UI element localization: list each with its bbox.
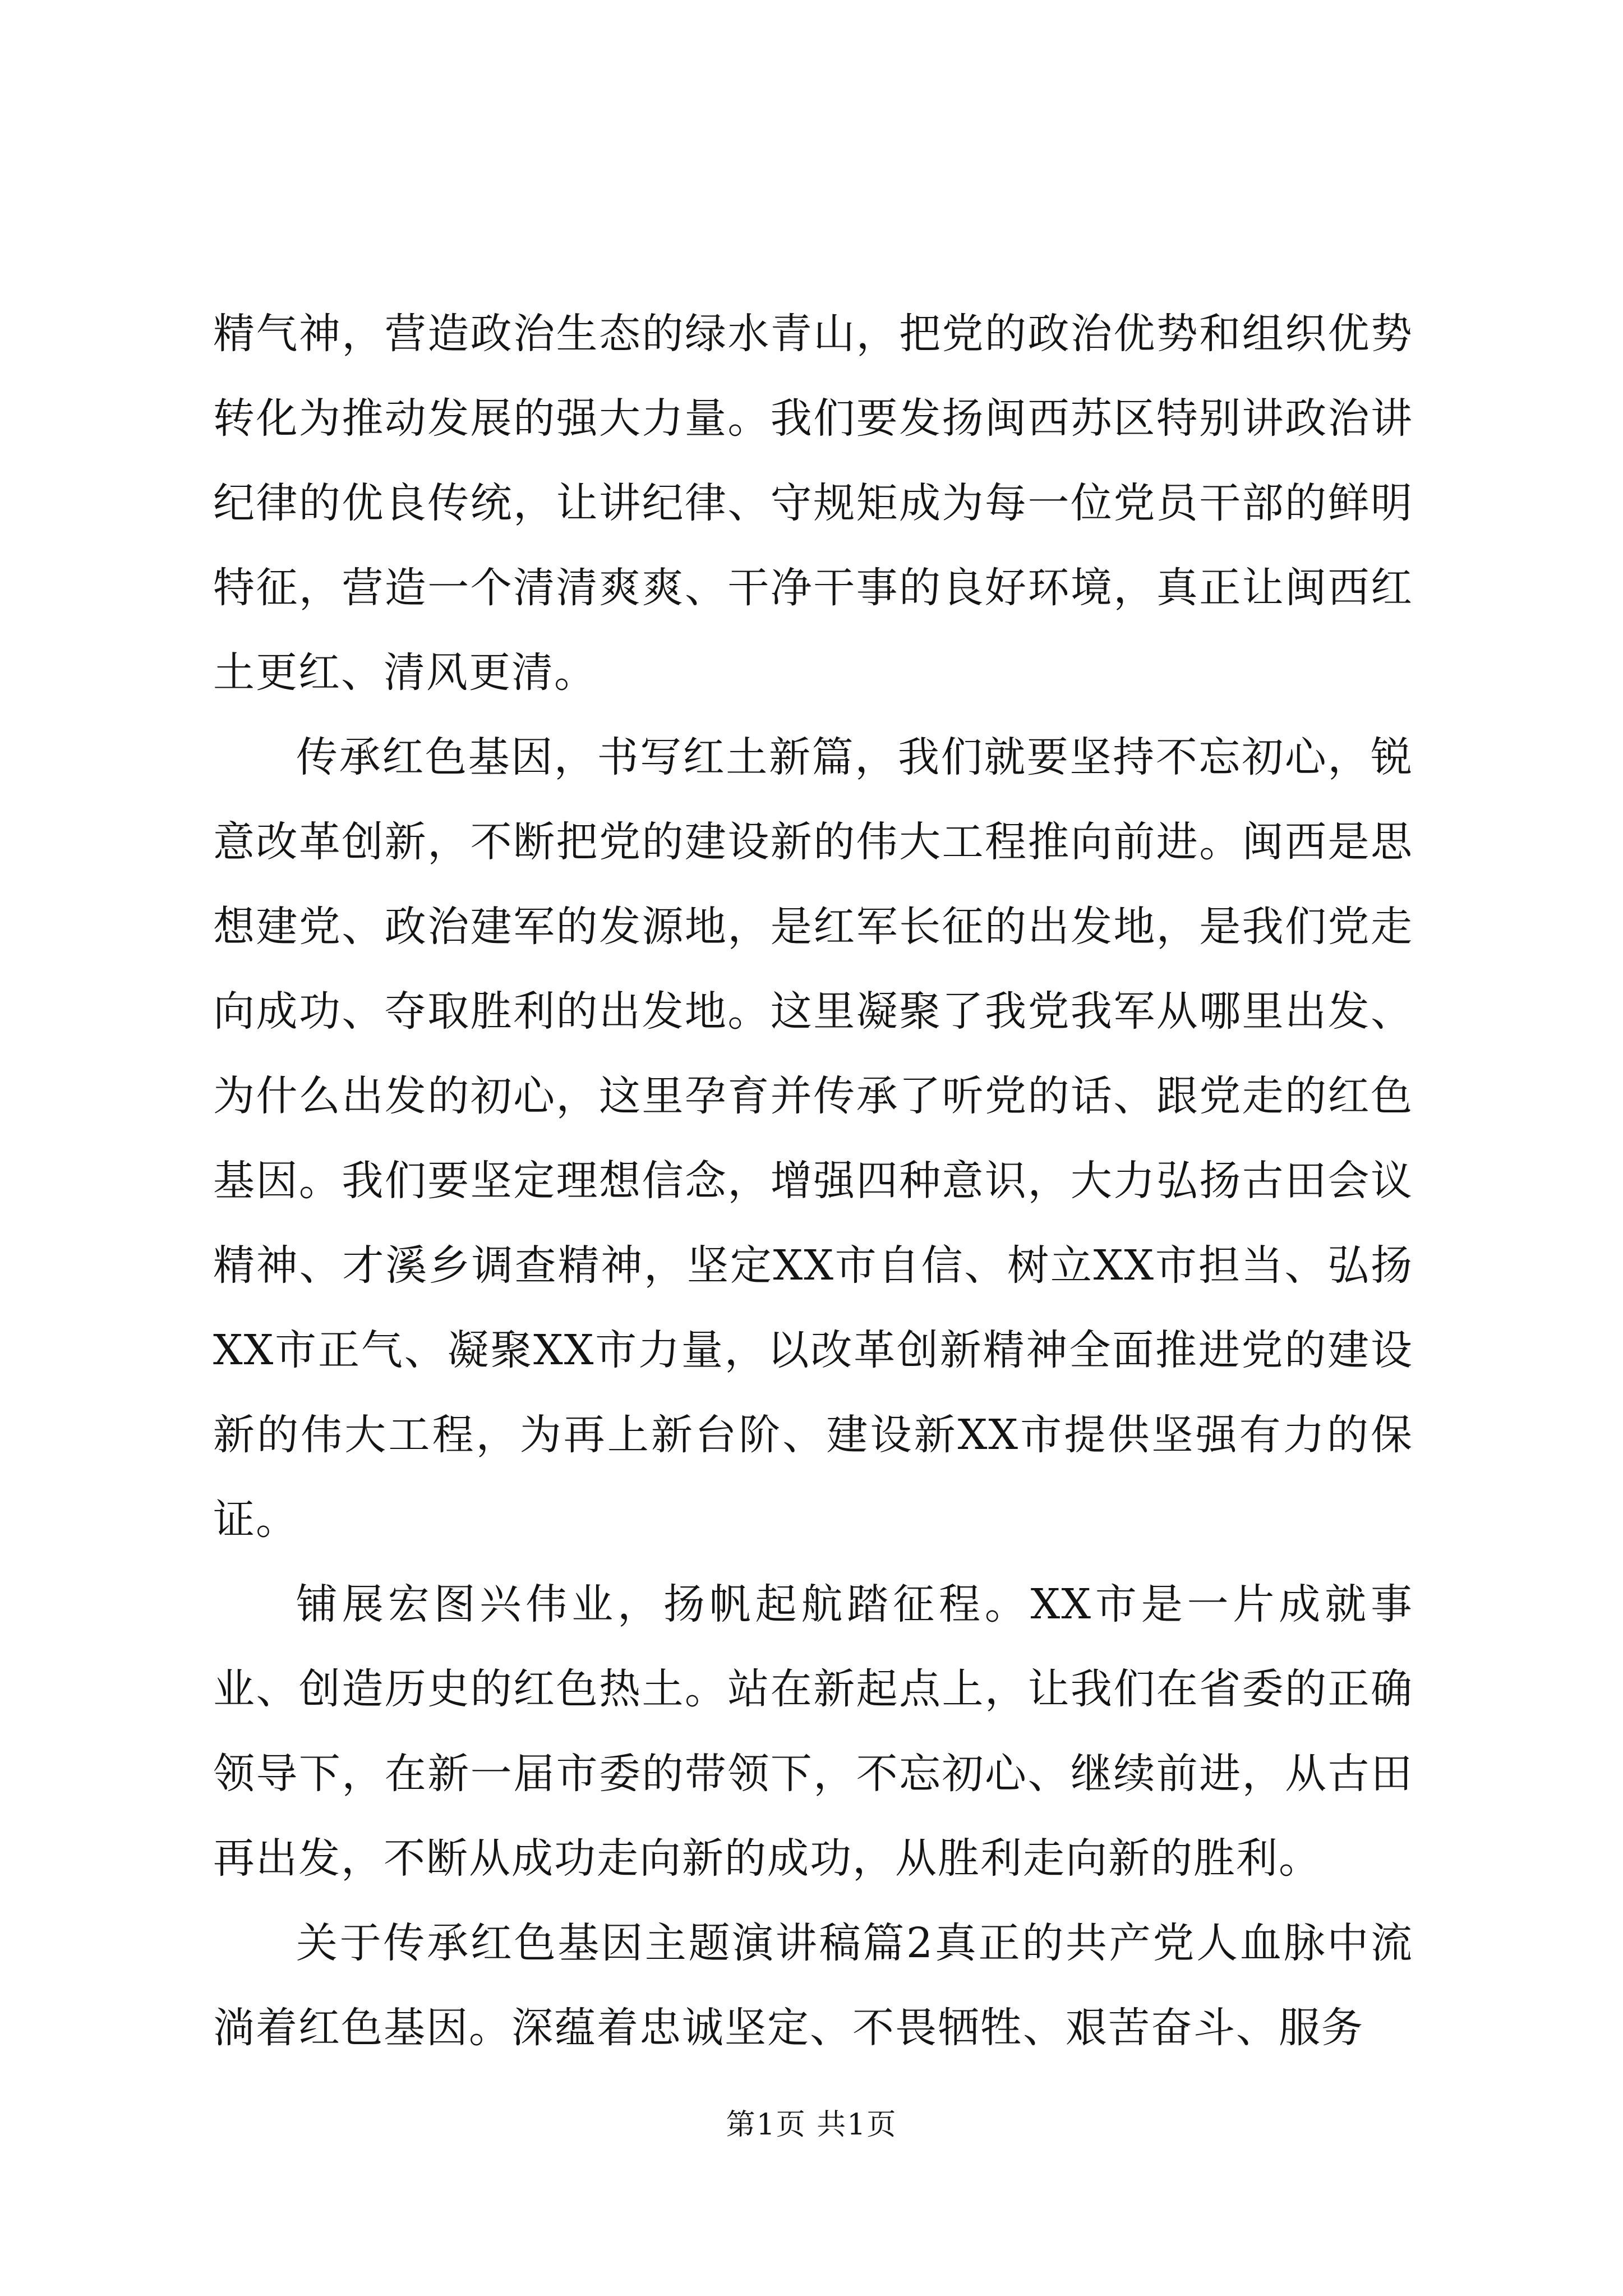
paragraph-3: 铺展宏图兴伟业，扬帆起航踏征程。XX市是一片成就事业、创造历史的红色热土。站在新起点上，让我们在省委的正确领导下，在新一届市委的带领下，不忘初心、继续前进，从古田再出发，不断从成功走向新的成功，从胜利走向新的胜利。 xyxy=(213,1580,1413,1883)
paragraph-4: 关于传承红色基因主题演讲稿篇2真正的共产党人血脉中流淌着红色基因。深蕴着忠诚坚定、不畏牺牲、艰苦奋斗、服务 xyxy=(213,1919,1413,2052)
document-body xyxy=(213,292,1413,2070)
paragraph-2: 传承红色基因，书写红土新篇，我们就要坚持不忘初心，锐意改革创新，不断把党的建设新的伟大工程推向前进。闽西是思想建党、政治建军的发源地，是红军长征的出发地，是我们党走向成功、夺取胜利的出发地。这里凝聚了我党我军从哪里出发、为什么出发的初心，这里孕育并传承了听党的话、跟党走的红色基因。我们要坚定理想信念，增强四种意识，大力弘扬古田会议精神、才溪乡调查精神，坚定XX市自信、树立XX市担当、弘扬XX市正气、凝聚XX市力量，以改革创新精神全面推进党的建设新的伟大工程，为再上新台阶、建设新XX市提供坚强有力的保证。 xyxy=(213,733,1413,1544)
paragraph-1: 精气神，营造政治生态的绿水青山，把党的政治优势和组织优势转化为推动发展的强大力量。我们要发扬闽西苏区特别讲政治讲纪律的优良传统，让讲纪律、守规矩成为每一位党员干部的鲜明特征，营造一个清清爽爽、干净干事的良好环境，真正让闽西红土更红、清风更清。 xyxy=(213,310,1413,697)
page-footer: 第1页 共1页 xyxy=(726,2108,897,2142)
